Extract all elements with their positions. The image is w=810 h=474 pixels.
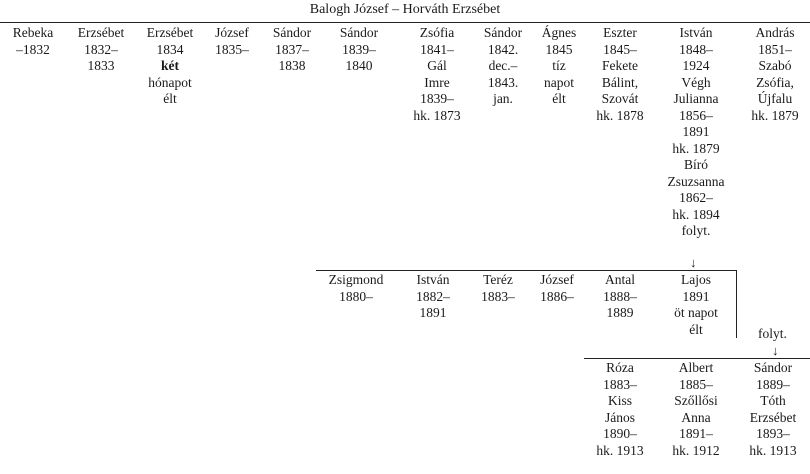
child-roza	[584, 360, 656, 459]
text-line: 1885–	[679, 376, 713, 392]
child-terez	[466, 272, 530, 305]
text-line: 1834	[156, 41, 184, 57]
text-line: hk. 1913	[596, 442, 644, 458]
child-lajos	[656, 272, 736, 338]
text-line: Antal	[605, 272, 635, 287]
text-line: 1842.	[487, 41, 519, 57]
text-line: hk. 1873	[413, 107, 461, 123]
child-sandor-1889	[738, 360, 808, 459]
child-agnes	[534, 25, 584, 108]
text-line: 1880–	[339, 288, 373, 304]
text-line: Zsigmond	[328, 272, 384, 287]
text-line: Zsófia	[419, 25, 455, 40]
text-line: Sándor	[272, 25, 312, 40]
child-eszter	[584, 25, 656, 124]
text-line: József	[215, 25, 249, 40]
text-line: hk. 1878	[596, 107, 644, 123]
child-rebeka	[0, 25, 66, 58]
child-istvan-1848	[656, 25, 736, 240]
text-line: 1888–	[603, 288, 637, 304]
text-line: 1891	[682, 288, 710, 304]
text-line: 1882–	[416, 288, 450, 304]
text-line: 1883–	[481, 288, 515, 304]
child-istvan-1882	[400, 272, 466, 322]
text-line: Ágnes	[541, 25, 577, 40]
child-jozsef-1835	[204, 25, 260, 58]
text-line: Újfalu	[757, 91, 793, 106]
text-line: Albert	[678, 360, 714, 375]
child-sandor-1839	[326, 25, 392, 75]
text-line: 1837–	[275, 41, 309, 57]
text-line: 1851–	[758, 41, 792, 57]
text-line: 1891	[419, 305, 447, 320]
text-line: Szőllősi	[674, 393, 718, 408]
continuation-note: folyt.	[758, 326, 787, 341]
child-sandor-1842	[472, 25, 534, 108]
text-line: 1832–	[84, 41, 118, 57]
family-title: Balogh József – Horváth Erzsébet	[309, 2, 501, 17]
text-line: 1891	[682, 124, 710, 139]
text-line: hk. 1879	[751, 107, 799, 123]
generation1-rule	[0, 22, 810, 23]
text-line: Erzsébet	[77, 25, 125, 40]
text-line: folyt.	[681, 223, 711, 238]
generation2-divider	[736, 270, 737, 338]
generation3-rule	[584, 358, 810, 359]
text-line: Julianna	[673, 91, 719, 106]
text-line: tíz	[552, 58, 566, 73]
text-line: Erzsébet	[146, 25, 194, 40]
text-line: két	[161, 58, 179, 73]
text-line: 1840	[345, 58, 373, 73]
child-sandor-1837	[260, 25, 324, 75]
text-line: Szovát	[601, 91, 639, 106]
text-line: 1883–	[603, 376, 637, 392]
text-line: 1848–	[679, 41, 713, 57]
text-line: Rebeka	[12, 25, 54, 40]
text-line: 1862–	[679, 190, 713, 205]
text-line: hk. 1894	[672, 206, 720, 222]
text-line: Zsuzsanna	[667, 173, 725, 189]
text-line: 1890–	[603, 426, 637, 441]
text-line: Lajos	[681, 272, 711, 287]
text-line: 1845–	[603, 41, 637, 57]
text-line: Tóth	[760, 393, 786, 408]
text-line: hónapot	[148, 74, 192, 90]
text-line: élt	[689, 321, 703, 337]
text-line: Sándor	[753, 360, 793, 375]
child-antal	[584, 272, 656, 322]
text-line: 1889–	[756, 376, 790, 392]
text-line: Sándor	[339, 25, 379, 40]
text-line: Imre	[424, 74, 450, 90]
text-line: Eszter	[603, 25, 637, 40]
text-line: Fekete	[602, 58, 638, 73]
text-line: András	[755, 25, 795, 40]
text-line: István	[416, 272, 450, 287]
text-line: 1839–	[342, 41, 376, 57]
child-zsigmond	[316, 272, 396, 305]
text-line: Bálint,	[601, 74, 639, 90]
text-line: János	[605, 409, 635, 425]
text-line: 1856–	[679, 107, 713, 123]
text-line: napot	[544, 74, 574, 90]
child-albert	[656, 360, 736, 459]
text-line: –1832	[16, 41, 50, 57]
text-line: 1841–	[420, 41, 454, 57]
text-line: élt	[163, 91, 177, 106]
text-line: Erzsébet	[749, 409, 797, 425]
child-zsofia	[404, 25, 470, 124]
text-line: 1843.	[487, 74, 519, 90]
down-arrow-icon: ↓	[772, 343, 779, 358]
text-line: Anna	[681, 409, 711, 425]
text-line: dec.–	[488, 58, 518, 73]
child-jozsef-1886	[528, 272, 586, 305]
text-line: 1838	[278, 58, 306, 73]
text-line: élt	[552, 91, 566, 106]
text-line: István	[679, 25, 713, 40]
child-erzsebet-1832	[68, 25, 134, 75]
text-line: hk. 1879	[672, 140, 720, 156]
text-line: Zsófia,	[756, 74, 794, 90]
generation2-rule	[316, 270, 736, 271]
text-line: 1893–	[756, 426, 790, 441]
text-line: 1839–	[420, 91, 454, 106]
text-line: 1891–	[679, 426, 713, 441]
text-line: 1924	[682, 58, 710, 73]
text-line: 1886–	[540, 288, 574, 304]
text-line: Kiss	[607, 393, 632, 408]
text-line: hk. 1912	[672, 442, 720, 458]
text-line: hk. 1913	[749, 442, 797, 458]
text-line: Róza	[606, 360, 634, 375]
text-line: jan.	[493, 91, 513, 106]
text-line: Szabó	[758, 58, 792, 73]
text-line: Sándor	[483, 25, 523, 40]
text-line: Bíró	[683, 157, 708, 172]
child-andras	[740, 25, 810, 124]
child-erzsebet-1834	[136, 25, 204, 108]
text-line: öt napot	[674, 305, 718, 320]
text-line: 1845	[545, 41, 573, 57]
text-line: 1889	[606, 305, 634, 320]
down-arrow-icon: ↓	[690, 255, 697, 270]
text-line: 1835–	[215, 41, 249, 57]
text-line: 1833	[87, 58, 115, 73]
text-line: Végh	[681, 74, 711, 90]
text-line: József	[540, 272, 574, 287]
text-line: Teréz	[483, 272, 513, 287]
text-line: Gál	[427, 58, 447, 73]
